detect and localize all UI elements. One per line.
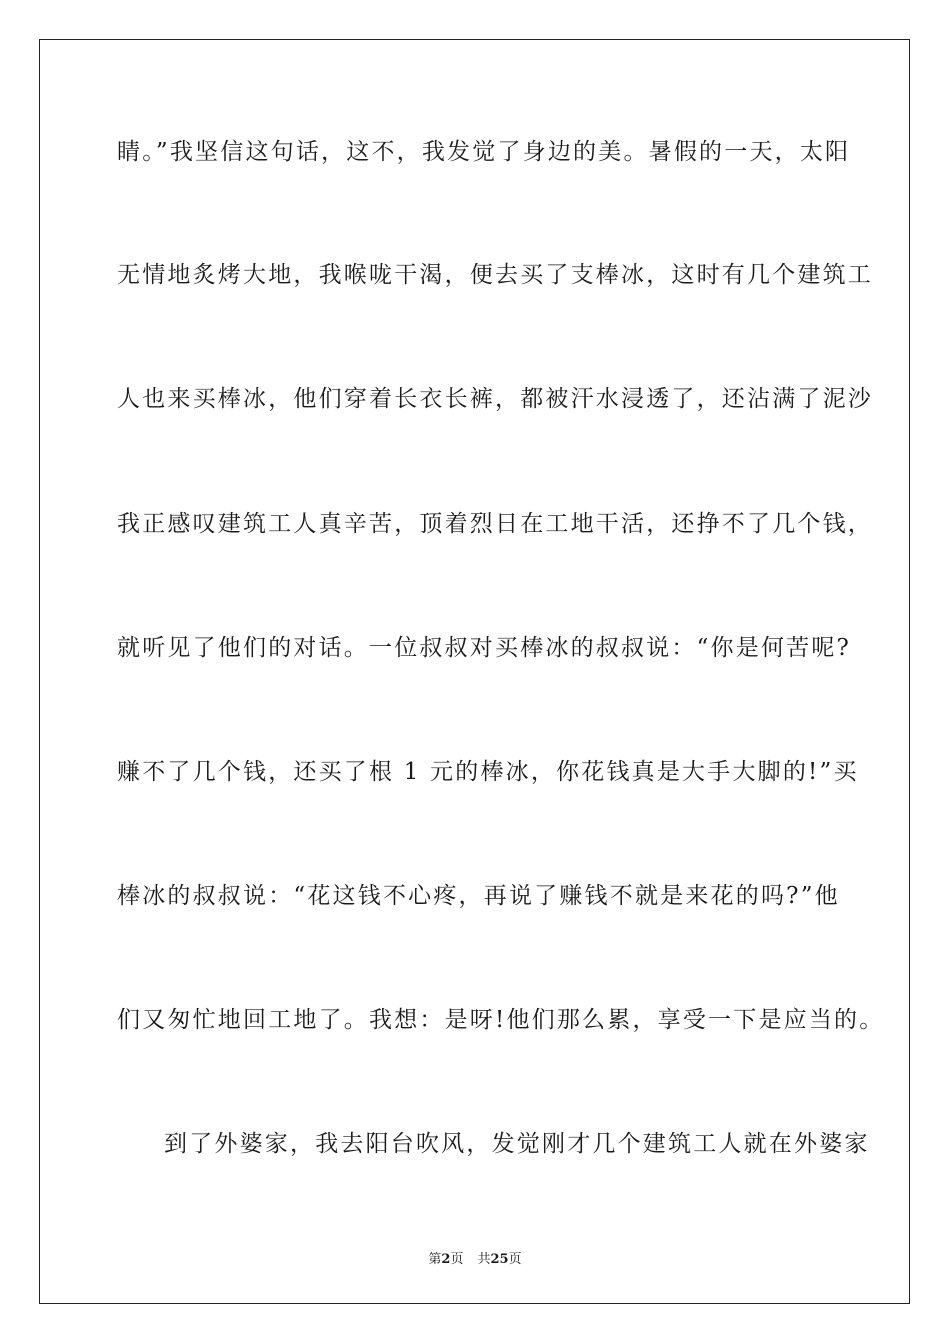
total-suffix: 页 — [508, 1252, 522, 1267]
text-line-4: 我正感叹建筑工人真辛苦，顶着烈日在工地干活，还挣不了几个钱， — [117, 511, 873, 537]
total-pages: 25 — [490, 1252, 509, 1267]
text-line-2: 无情地炙烤大地，我喉咙干渴，便去买了支棒冰，这时有几个建筑工 — [117, 262, 873, 288]
page-border — [39, 39, 910, 1304]
page-number: 2 — [441, 1252, 451, 1267]
text-line-8: 们又匆忙地回工地了。我想：是呀!他们那么累，享受一下是应当的。 — [117, 1007, 885, 1033]
text-line-3: 人也来买棒冰，他们穿着长衣长裤，都被汗水浸透了，还沾满了泥沙 — [117, 386, 873, 412]
text-line-5: 就听见了他们的对话。一位叔叔对买棒冰的叔叔说：“你是何苦呢? — [117, 635, 852, 661]
text-line-6: 赚不了几个钱，还买了根 1 元的棒冰，你花钱真是大手大脚的!”买 — [117, 759, 859, 785]
total-prefix: 共 — [477, 1252, 491, 1267]
page-prefix: 第 — [428, 1252, 442, 1267]
text-line-1: 睛。”我坚信这句话，这不，我发觉了身边的美。暑假的一天，太阳 — [117, 139, 851, 165]
page-suffix: 页 — [450, 1252, 464, 1267]
text-line-9-paragraph-start: 到了外婆家，我去阳台吹风，发觉刚才几个建筑工人就在外婆家 — [164, 1131, 870, 1157]
text-line-7: 棒冰的叔叔说：“花这钱不心疼，再说了赚钱不就是来花的吗?”他 — [117, 883, 840, 909]
page-footer — [0, 1248, 950, 1267]
